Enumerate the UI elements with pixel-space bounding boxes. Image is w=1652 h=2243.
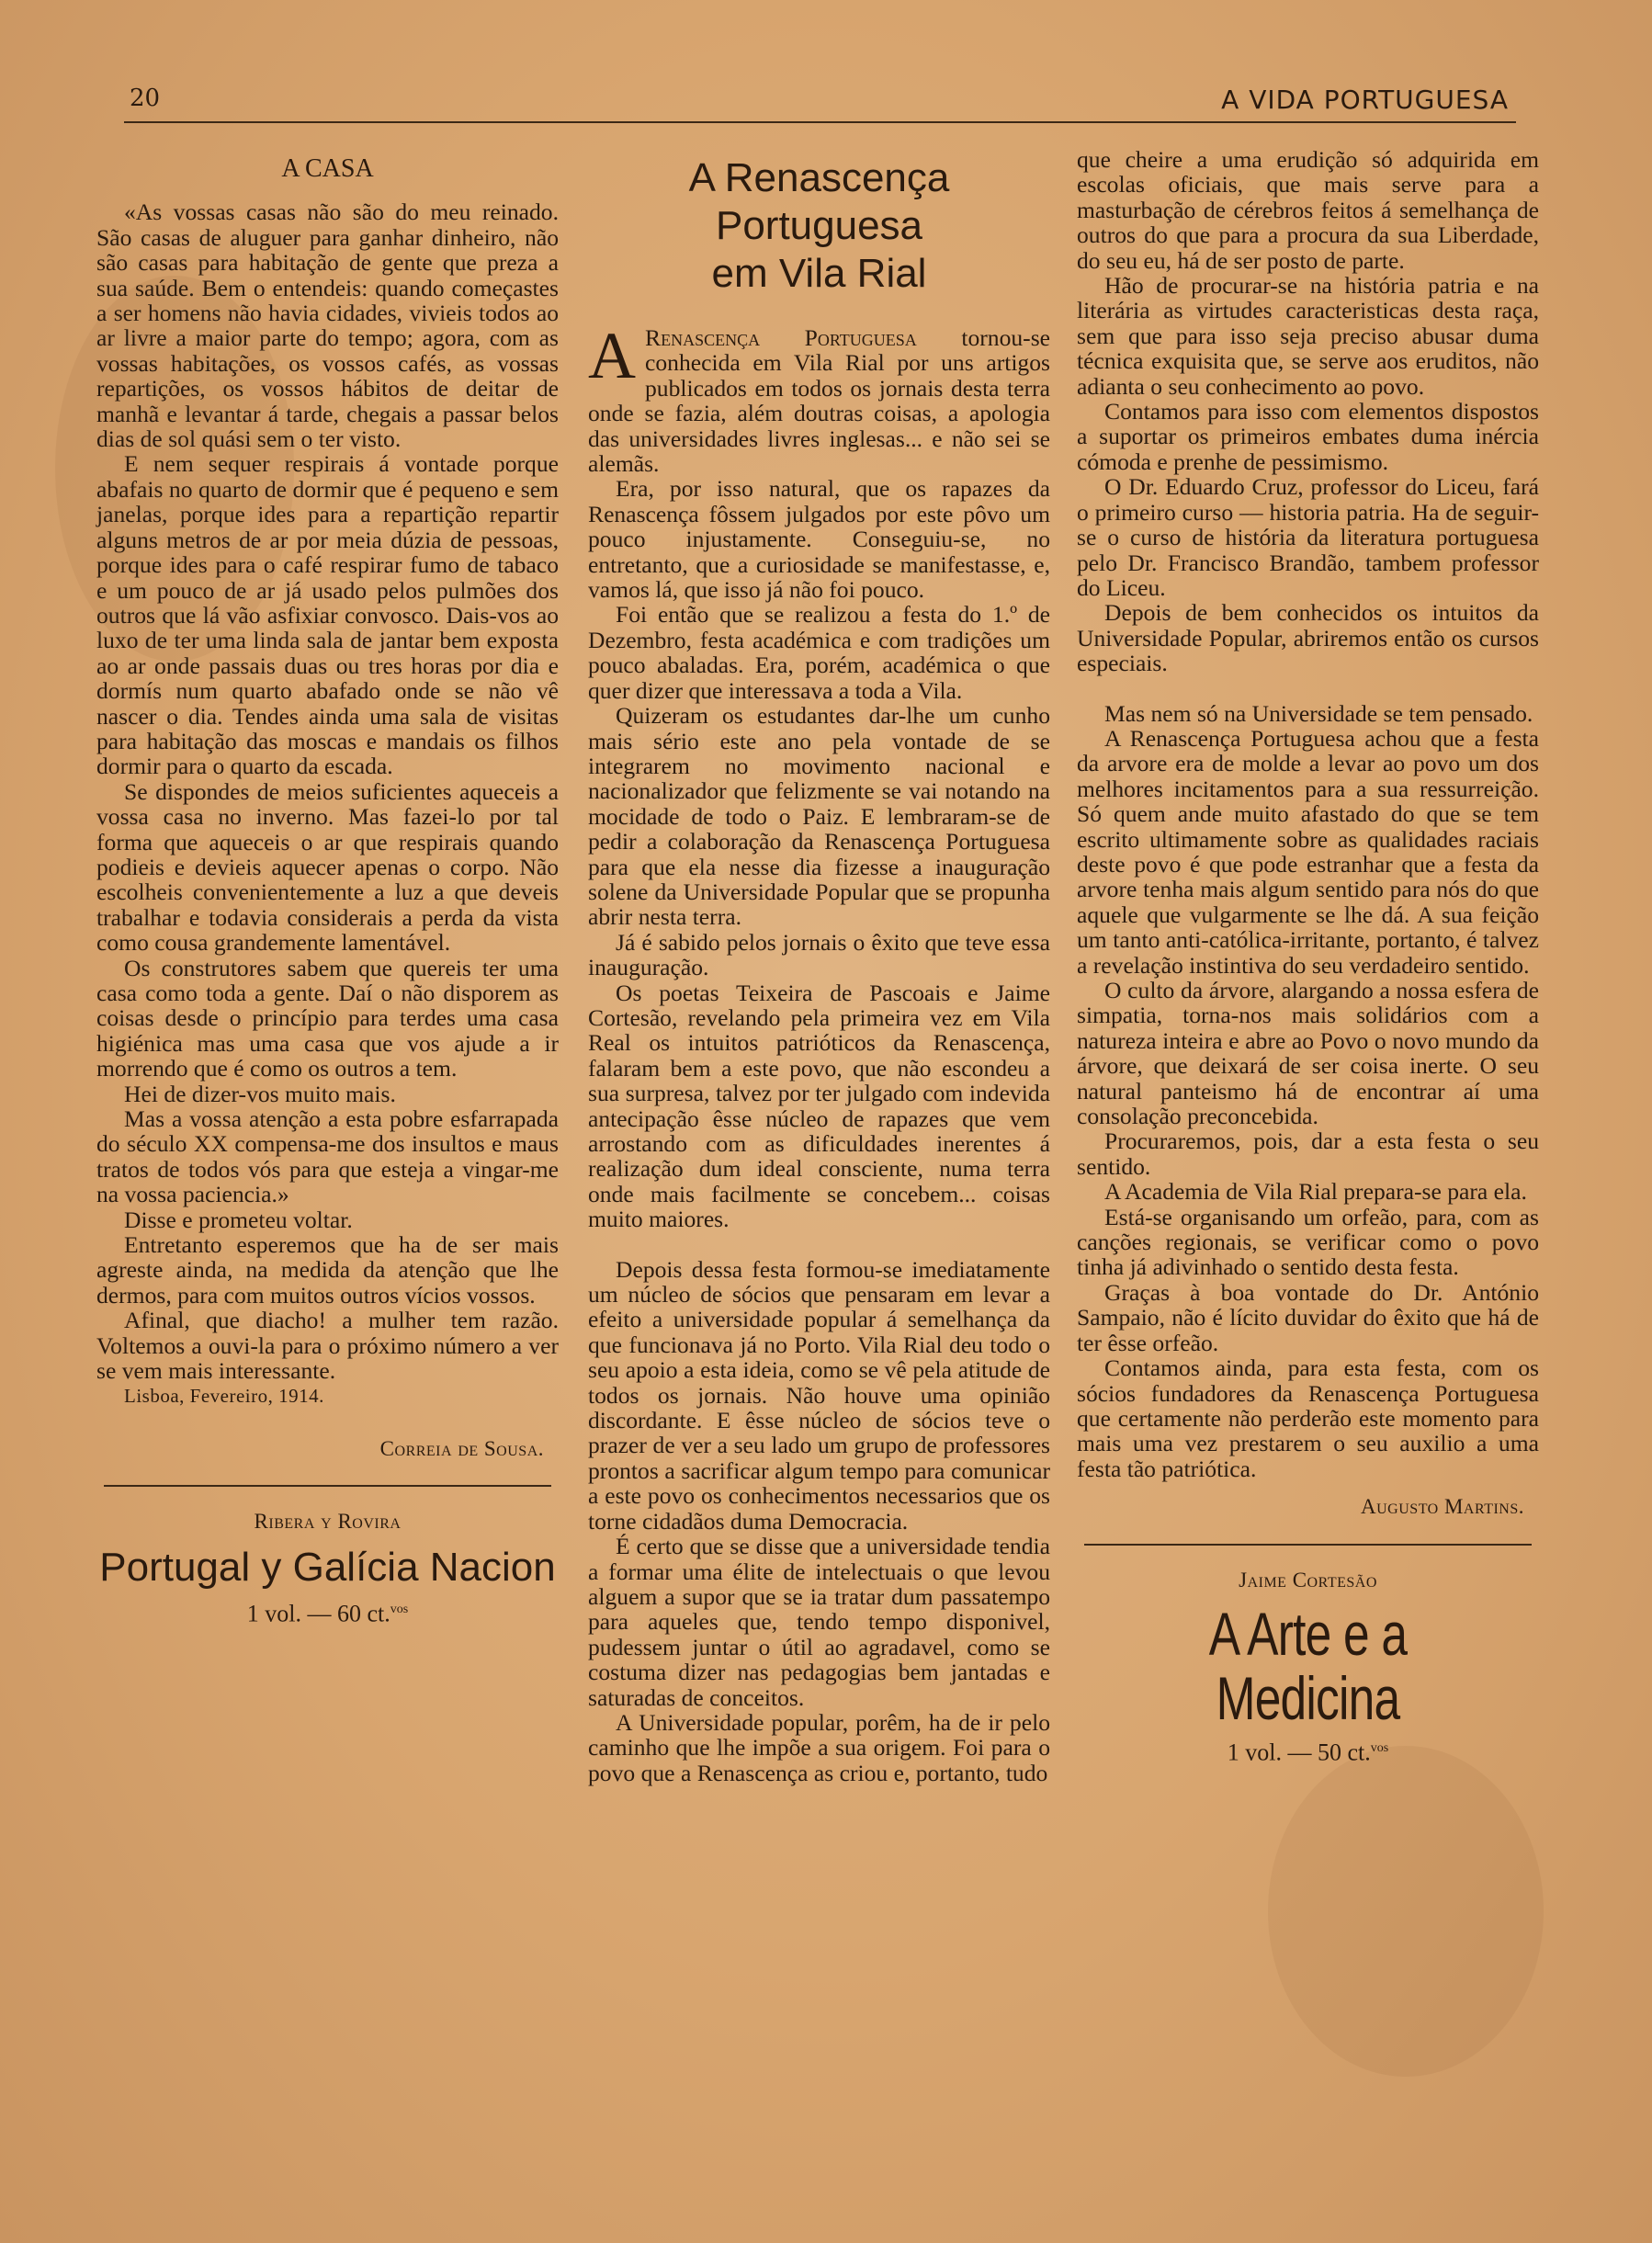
article-title-renascenca [588,154,1050,298]
paragraph: Quizeram os estudantes dar-lhe um cunho mais sério este ano pela vontade de se integrarem no movimento nacional e nacionalizador que felizmente se vai notando na mocidade de todo o Paiz. E lembraram-se de pedir a colaboração da Renascença Portuguesa para que ela nesse dia fizesse a inauguração solene da Universidade Popular que se propunha abrir nesta terra. [588,702,1050,931]
price-superscript: vos [1370,1740,1389,1755]
paragraph: O Dr. Eduardo Cruz, professor do Liceu, fará o primeiro curso — historia patria. Ha de seguir-se o curso de história da literatura portuguesa pelo Dr. Francisco Brandão, tambem professor do Liceu. [1077,473,1539,601]
paragraph: E nem sequer respirais á vontade porque abafais no quarto de dormir que é pequeno e sem janelas, porque ides para a repartição repartir alguns metros de ar por meia dúzia de pessoas, porque ides para o café respirar fumo de tabaco e um pouco de ar já usado pelos pulmões dos outros que lá vão asfixiar convosco. Dais-vos ao luxo de ter uma linda sala de jantar bem exposta ao ar onde passais duas ou tres horas por dia e dormís num quarto abafado onde se não vê nascer o dia. Tendes ainda uma sala de visitas para habitação das moscas e mandais os filhos dormir para o quarto da escada. [96,450,559,780]
drop-cap: A [588,319,636,392]
paragraph: Procuraremos, pois, dar a esta festa o seu sentido. [1077,1127,1539,1180]
price-superscript: vos [390,1602,409,1616]
column-middle [588,147,1050,1785]
title-line: A Renascença Portuguesa [688,155,950,248]
paragraph: É certo que se disse que a universidade tendia a formar uma élite de intelectuais o que levou alguem a supor que se ia tratar dum passatempo para aqueles que, tendo tempo disponivel, pudessem juntar o útil ao agradavel, como se costuma dizer nas pedagogias bem jantadas e saturadas de conceitos. [588,1533,1050,1711]
paragraph: Já é sabido pelos jornais o êxito que teve essa inauguração. [588,928,1050,981]
page-header [124,81,1516,123]
paragraph: Está-se organisando um orfeão, para, com as canções regionais, se verificar como o povo tinha já adivinhado o sentido desta festa. [1077,1203,1539,1281]
column-left [96,147,559,1626]
paragraph: A Academia de Vila Rial prepara-se para ela. [1104,1178,1527,1206]
paragraph: Contamos para isso com elementos dispostos a suportar os primeiros embates duma inércia cómoda e prenhe de pessimismo. [1077,398,1539,475]
paragraph: Se dispondes de meios suficientes aqueceis a vossa casa no inverno. Mas fazei-lo por tal forma que aqueceis o ar que respirais quando podieis e devieis aquecer apenas o corpo. Não escolheis convenientemente a luz a que deveis trabalhar e todavia considerais a perda da vista como cousa grandemente lamentável. [96,777,559,957]
divider [1084,1544,1532,1546]
ad-book-title: A Arte e a Medicina [1208,1599,1408,1732]
divider [104,1485,551,1487]
paragraph: Depois de bem conhecidos os intuitos da Universidade Popular, abriremos então os cursos especiais. [1077,599,1539,677]
ad-price [1077,1736,1539,1765]
lead-text: tornou-se conhecida em Vila Rial por uns artigos publicados em todos os jornais desta terra onde se fazia, além doutras coisas, a apologia das universidades livres inglesas... e não sei se alemãs. [588,324,1051,478]
article-title-a-casa: A CASA [281,154,374,183]
paragraph: O culto da árvore, alargando a nossa esfera de simpatia, torna-nos mais solidários com a natureza inteira e abre ao Povo o novo mundo da árvore, que deixará de ser coisa inerte. O seu natural panteismo há de encontrar aí uma consolação preconcebida. [1077,977,1539,1130]
paragraph: Mas a vossa atenção a esta pobre esfarrapada do século XX compensa-me dos insultos e maus tratos de todos vós para que esteja a vingar-me na vossa paciencia.» [96,1105,559,1208]
column-right [1077,147,1539,1765]
paragraph: Os construtores sabem que quereis ter uma casa como toda a gente. Daí o não disporem as coisas desde o princípio para terdes uma casa higiénica mas uma casa que vos ajude a ir morrendo que é como os outros a tem. [96,954,559,1082]
paragraph: Graças à boa vontade do Dr. António Sampaio, não é lícito duvidar do êxito que há de ter êsse orfeão. [1077,1278,1539,1356]
paragraph: Disse e prometeu voltar. [124,1206,353,1233]
paragraph: que cheire a uma erudição só adquirida em escolas oficiais, que mais serve para a masturbação de cérebros feitos á semelhança de outros do que para a procura da sua Liberdade, do seu eu, há de ser posto de parte. [1077,146,1539,274]
ad-book-title: Portugal y Galícia Nacion [99,1544,556,1590]
lead-paragraph [588,319,1051,478]
place-date: Lisboa, Fevereiro, 1914. [124,1384,324,1407]
paper-stain [1268,1746,1544,2077]
paragraph: Depois dessa festa formou-se imediatamente um núcleo de sócios que pensaram em levar a efeito a universidade popular á semelhança da que funcionava já no Porto. Vila Rial deu todo o seu apoio a esta ideia, como se vê pela atitude de todos os jornais. Não houve uma opinião discordante. E êsse núcleo de sócios teve o prazer de ver a seu lado um grupo de professores prontos a sacrificar algum tempo para comunicar a este povo os conhecimentos necessarios que os torne cidadãos duma Democracia. [588,1255,1050,1535]
paragraph: «As vossas casas não são do meu reinado. São casas de aluguer para ganhar dinheiro, não são casas para habitação de gente que preza a sua saúde. Bem o entendeis: quando começastes a ser homens não havia cidades, vivieis todos ao ar livre a maior parte do tempo; agora, com as vossas habitações, os vossos cafés, as vossas repartições, os vossos hábitos de deitar de manhã e levantar á tarde, chegais a passar belos dias de sol quási sem o ter visto. [96,198,559,453]
paragraph: Os poetas Teixeira de Pascoais e Jaime Cortesão, revelando pela primeira vez em Vila Real os intuitos patrióticos da Renascença, falaram bem a este povo, que não escondeu a sua surpresa, talvez por ter julgado com indevida antecipação êsse núcleo de rapazes que vem arrostando com as dificuldades inerentes á realização dum ideal consciente, numa terra onde mais facilmente se concebem... coisas muito maiores. [588,979,1050,1233]
paragraph: Afinal, que diacho! a mulher tem razão. Voltemos a ouvi-la para o próximo número a ver se vem mais interessante. [96,1307,559,1385]
paragraph: A Renascença Portuguesa achou que a festa da arvore era de molde a levar ao povo um dos melhores incitamentos para a sua ressurreição. Só quem ande muito afastado do que se tem escrito ultimamente sobre as qualidades raciais deste povo é que pode estranhar que a festa da arvore tenha mais algum sentido para nós do que aquele que vulgarmente se lhe dá. A sua feição um tanto anti-católica-irritante, portanto, é talvez a revelação instintiva do seu verdadeiro sentido. [1077,724,1539,979]
paragraph: Hão de procurar-se na história patria e na literária as virtudes caracteristicas desta raça, sem que para isso seja preciso abusar duma técnica exquisita que, se serve aos eruditos, não adianta o seu conhecimento ao povo. [1077,272,1539,400]
ad-price [96,1597,559,1626]
paragraph: Hei de dizer-vos muito mais. [124,1080,396,1107]
paragraph: Contamos ainda, para esta festa, com os sócios fundadores da Renascença Portuguesa que certamente não perderão este momento para mais uma vez prestarem o seu auxilio a uma festa tão patriótica. [1077,1354,1539,1482]
signature: Correia de Sousa. [379,1436,544,1460]
page-number: 20 [130,85,161,112]
paragraph: Mas nem só na Universidade se tem pensado. [1104,699,1533,727]
ad-author: Ribera y Rovira [254,1510,402,1534]
title-line: em Vila Rial [711,251,927,296]
ad-author: Jaime Cortesão [1239,1568,1377,1592]
price-text: 1 vol. — 60 ct. [246,1600,390,1627]
paragraph: Foi então que se realizou a festa do 1.º de Dezembro, festa académica e com tradições um pouco abaladas. Era, porém, académica o que quer dizer que interessava a toda a Vila. [588,601,1050,704]
price-text: 1 vol. — 50 ct. [1227,1739,1371,1766]
paragraph: Entretanto esperemos que ha de ser mais agreste ainda, na medida da atenção que lhe dermos, para com muitos outros vícios vossos. [96,1231,559,1308]
paragraph: A Universidade popular, porêm, ha de ir pelo caminho que lhe impõe a sua origem. Foi para o povo que a Renascença as criou e, portanto, tudo [588,1708,1050,1786]
running-title: A VIDA PORTUGUESA [1221,85,1509,115]
paragraph: Era, por isso natural, que os rapazes da Renascença fôssem julgados por este pôvo um pouco injustamente. Conseguiu-se, no entretanto, que a curiosidade se manifestasse, e, vamos lá, que isso já não foi pouco. [588,475,1050,604]
signature: Augusto Martins. [1361,1495,1524,1519]
lead-smallcaps: Renascença Portuguesa [645,324,917,351]
